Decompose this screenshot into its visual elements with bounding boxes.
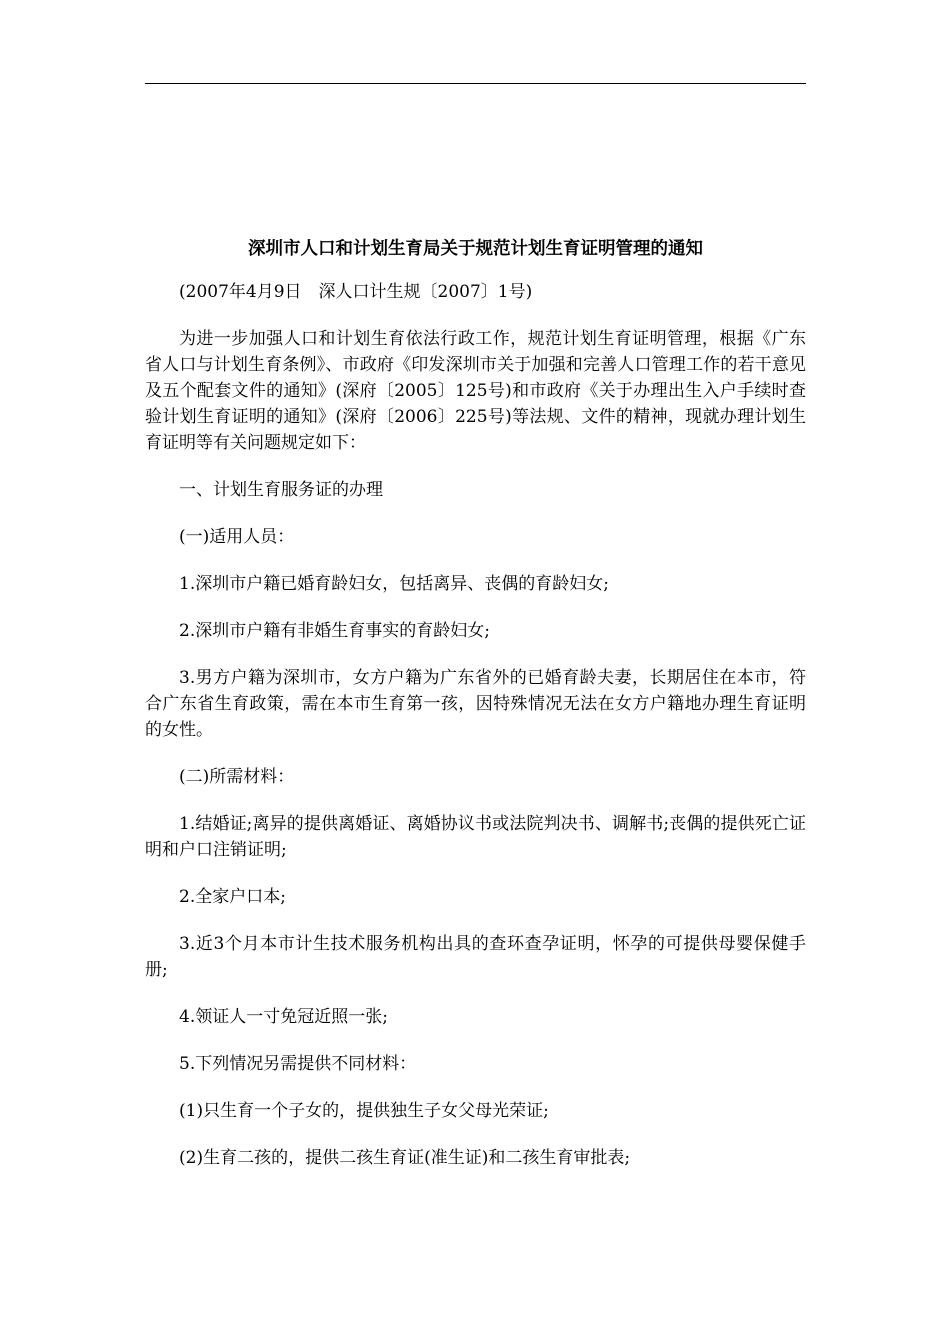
subsection-heading: (一)适用人员： <box>179 527 295 547</box>
sub-list-item: (2)生育二孩的，提供二孩生育证(准生证)和二孩生育审批表; <box>179 1148 631 1168</box>
list-item: 3.近3个月本市计生技术服务机构出具的查环查孕证明，怀孕的可提供母婴保健手册; <box>145 934 806 980</box>
list-item: 5.下列情况另需提供不同材料： <box>179 1054 417 1074</box>
header-rule <box>145 83 806 84</box>
list-item: 3.男方户籍为深圳市，女方户籍为广东省外的已婚育龄夫妻，长期居住在本市，符合广东省生育政策，需在本市生育第一孩，因特殊情况无法在女方户籍地办理生育证明的女性。 <box>145 668 806 740</box>
list-item: 2.全家户口本; <box>179 887 286 907</box>
list-item: 4.领证人一寸免冠近照一张; <box>179 1007 388 1027</box>
document-date-reference: (2007年4月9日 深人口计生规〔2007〕1号) <box>179 282 533 302</box>
document-title: 深圳市人口和计划生育局关于规范计划生育证明管理的通知 <box>248 239 703 259</box>
subsection-heading: (二)所需材料： <box>179 767 295 787</box>
paragraph-intro: 为进一步加强人口和计划生育依法行政工作，规范计划生育证明管理，根据《广东省人口与计划生育条例》、市政府《印发深圳市关于加强和完善人口管理工作的若干意见及五个配套文件的通知》(深府〔2005〕125号)和市政府《关于办理出生入户手续时查验计划生育证明的通知》(深府〔2006〕225号)等法规、文件的精神，现就办理计划生育证明等有关问题规定如下： <box>145 329 806 453</box>
section-heading: 一、计划生育服务证的办理 <box>179 480 383 500</box>
list-item: 2.深圳市户籍有非婚生育事实的育龄妇女; <box>179 621 490 641</box>
list-item: 1.深圳市户籍已婚育龄妇女，包括离异、丧偶的育龄妇女; <box>179 574 609 594</box>
document-body <box>145 236 806 1192</box>
list-item: 1.结婚证;离异的提供离婚证、离婚协议书或法院判决书、调解书;丧偶的提供死亡证明和户口注销证明; <box>145 814 806 860</box>
sub-list-item: (1)只生育一个子女的，提供独生子女父母光荣证; <box>179 1101 549 1121</box>
